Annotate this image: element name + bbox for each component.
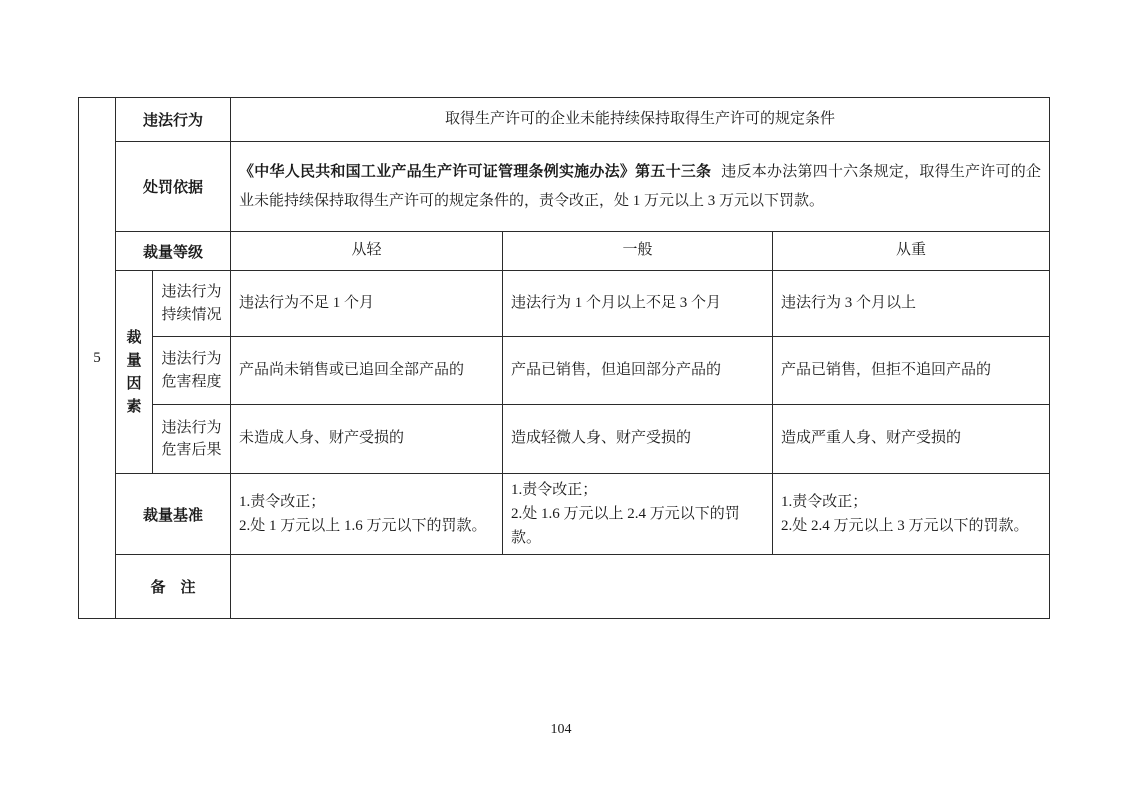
factor-degree-light: 产品尚未销售或已追回全部产品的	[231, 337, 503, 405]
factor-consequence-heavy: 造成严重人身、财产受损的	[773, 405, 1050, 474]
factors-label-char: 素	[126, 398, 142, 416]
factor-duration-label: 违法行为 持续情况	[153, 271, 231, 337]
factor-consequence-normal: 造成轻微人身、财产受损的	[503, 405, 773, 474]
basis-label: 处罚依据	[116, 142, 231, 232]
page-number: 104	[550, 722, 572, 737]
row-violation	[79, 98, 1050, 142]
factors-label-char: 量	[126, 351, 142, 369]
row-grade-header	[79, 232, 1050, 271]
row-factor-degree	[79, 337, 1050, 405]
benchmark-light: 1.责令改正； 2.处 1 万元以上 1.6 万元以下的罚款。	[231, 474, 503, 555]
row-factor-consequence	[79, 405, 1050, 474]
row-remark	[79, 555, 1050, 619]
factor-duration-light: 违法行为不足 1 个月	[231, 271, 503, 337]
factor-degree-label: 违法行为 危害程度	[153, 337, 231, 405]
factors-label	[116, 271, 153, 474]
row-benchmark	[79, 474, 1050, 555]
grade-col-heavy: 从重	[773, 232, 1050, 271]
grade-label: 裁量等级	[116, 232, 231, 271]
grade-col-light: 从轻	[231, 232, 503, 271]
factor-consequence-label: 违法行为 危害后果	[153, 405, 231, 474]
factor-degree-normal: 产品已销售，但追回部分产品的	[503, 337, 773, 405]
factors-label-char: 裁	[126, 328, 142, 346]
violation-content: 取得生产许可的企业未能持续保持取得生产许可的规定条件	[231, 98, 1050, 142]
benchmark-heavy: 1.责令改正； 2.处 2.4 万元以上 3 万元以下的罚款。	[773, 474, 1050, 555]
basis-provision: 违反本办法第四十六条规定，取得生产许可的企业未能持续保持取得生产许可的规定条件的，责令改正，处 1 万元以上 3 万元以下罚款。	[239, 164, 1041, 209]
item-number-cell: 5	[79, 98, 116, 619]
basis-content	[231, 142, 1050, 232]
basis-citation: 《中华人民共和国工业产品生产许可证管理条例实施办法》第五十三条	[239, 163, 712, 180]
violation-label: 违法行为	[116, 98, 231, 142]
benchmark-normal: 1.责令改正； 2.处 1.6 万元以上 2.4 万元以下的罚款。	[503, 474, 773, 555]
factor-duration-heavy: 违法行为 3 个月以上	[773, 271, 1050, 337]
benchmark-label: 裁量基准	[116, 474, 231, 555]
remark-content	[231, 555, 1050, 619]
factor-degree-heavy: 产品已销售，但拒不追回产品的	[773, 337, 1050, 405]
factors-label-char: 因	[126, 375, 142, 392]
penalty-discretion-table	[78, 97, 1050, 619]
row-factor-duration	[79, 271, 1050, 337]
factor-consequence-light: 未造成人身、财产受损的	[231, 405, 503, 474]
row-basis	[79, 142, 1050, 232]
remark-label: 备 注	[116, 555, 231, 619]
grade-col-normal: 一般	[503, 232, 773, 271]
factor-duration-normal: 违法行为 1 个月以上不足 3 个月	[503, 271, 773, 337]
